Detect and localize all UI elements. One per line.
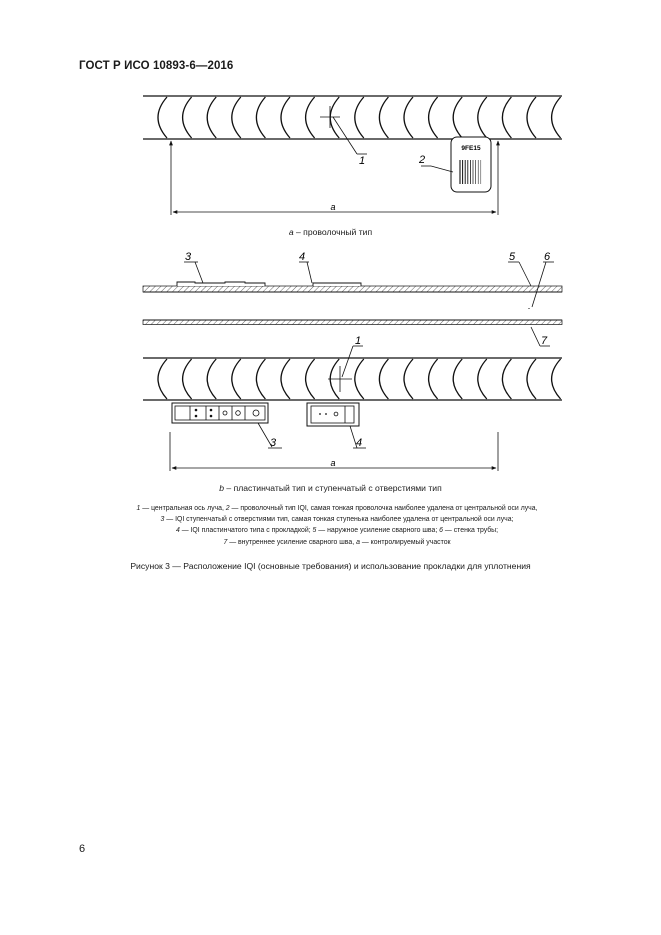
plate-iqi bbox=[307, 403, 359, 426]
subcaption-a-text: – проволочный тип bbox=[293, 227, 373, 237]
legend-line-3: 4 — IQI пластинчатого типа с прокладкой; 5 — наружное усиление сварного шва; 6 — стенка трубы; bbox=[175, 527, 499, 535]
label-1-a: 1 bbox=[359, 155, 366, 167]
label-4-c: 4 bbox=[356, 437, 363, 449]
beam-axis-marker-a bbox=[320, 106, 367, 154]
weld-ripples-a bbox=[158, 97, 561, 138]
figure-caption: Рисунок 3 — Расположение IQI (основные требования) и использование прокладки для уплотнения bbox=[130, 561, 531, 571]
label-6: 6 bbox=[544, 251, 551, 263]
weld-ripples-b bbox=[158, 359, 561, 399]
page-number: 6 bbox=[79, 843, 86, 855]
legend-line-2: 3 — IQI ступенчатый с отверстиями тип, самая тонкая ступенька наиболее удалена от центральной оси луча; bbox=[160, 516, 514, 524]
subcaption-b-letter: b bbox=[219, 483, 225, 493]
label-7: 7 bbox=[541, 335, 548, 347]
label-5: 5 bbox=[509, 251, 516, 263]
label-4-b: 4 bbox=[299, 251, 306, 263]
wire-iqi-marker bbox=[451, 137, 491, 192]
weld-band-b bbox=[143, 358, 562, 400]
dimension-label-a-bottom: a bbox=[330, 458, 336, 468]
label-2: 2 bbox=[419, 154, 426, 166]
label-3-b: 3 bbox=[185, 251, 192, 263]
subcaption-b-text: – пластинчатый тип и ступенчатый с отверстиями тип bbox=[224, 483, 442, 493]
subcaption-a bbox=[0, 227, 661, 237]
figure-legend bbox=[60, 503, 614, 548]
legend-line-4: 7 — внутреннее усиление сварного шва, a — контролируемый участок bbox=[223, 538, 451, 546]
weld-band-a bbox=[143, 96, 562, 139]
label-1-b: 1 bbox=[355, 335, 362, 347]
document-header: ГОСТ Р ИСО 10893-6—2016 bbox=[79, 60, 234, 72]
step-hole-iqi bbox=[172, 403, 268, 423]
legend-line-1: 1 — центральная ось луча, 2 — проволочный тип IQI, самая тонкая проволочка наиболее удалена от центральной оси луча, bbox=[136, 505, 538, 512]
subcaption-b bbox=[0, 483, 661, 493]
label-3-c: 3 bbox=[270, 437, 277, 449]
pipe-wall-section bbox=[143, 282, 562, 325]
dimension-label-a-top: a bbox=[330, 202, 336, 212]
wire-marker-text: 9FE15 bbox=[461, 145, 481, 152]
subcaption-a-letter: a bbox=[288, 227, 294, 237]
